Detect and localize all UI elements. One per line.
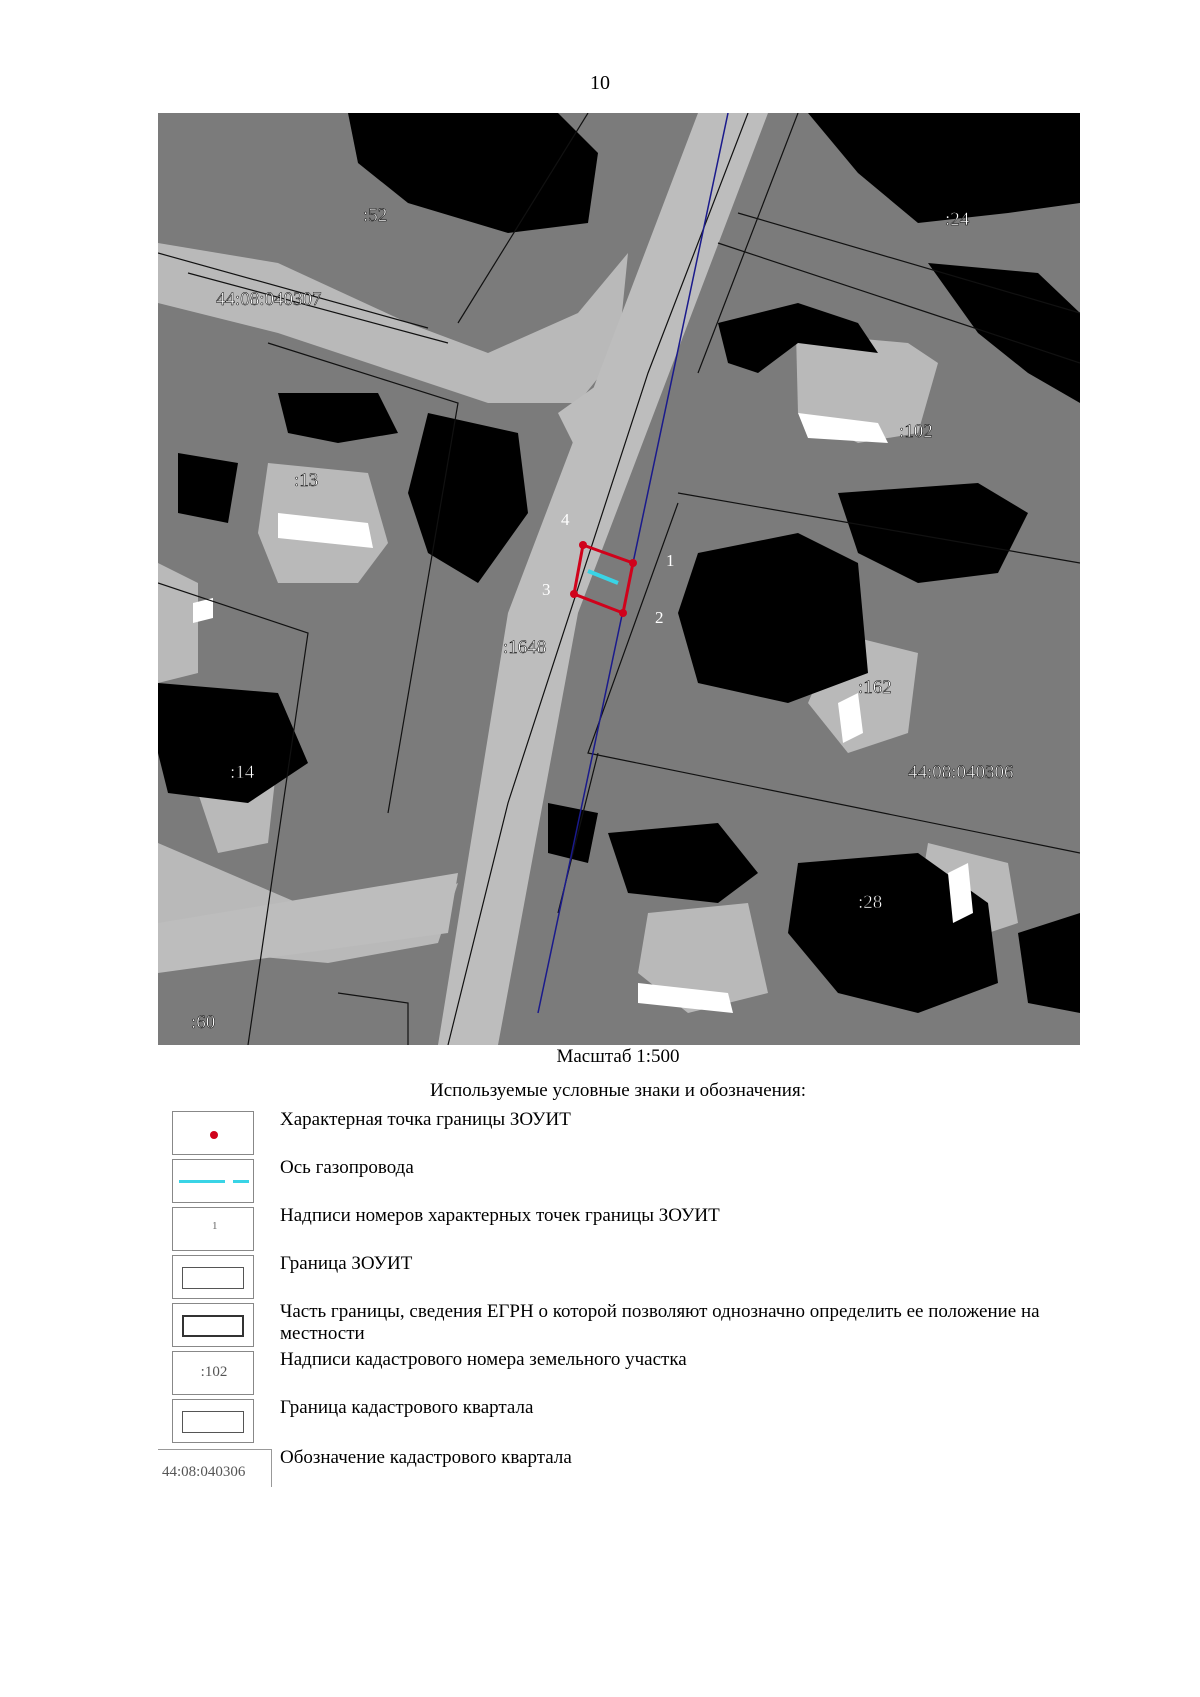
point-label-1: 1 <box>666 551 675 570</box>
boundary-point-2 <box>619 609 627 617</box>
quarter-label-bottom: 44:08:040306 <box>908 762 1014 783</box>
map-canvas <box>158 113 1080 1045</box>
parcel-label-1648: :1648 <box>503 637 547 658</box>
parcel-label-13: :13 <box>294 470 319 491</box>
point-label-4: 4 <box>561 510 570 529</box>
legend-text-zouit-boundary: Граница ЗОУИТ <box>280 1253 413 1274</box>
legend-text-point: Характерная точка границы ЗОУИТ <box>280 1109 571 1130</box>
boundary-point-1 <box>629 559 637 567</box>
legend-sample-egrn-boundary <box>172 1303 254 1347</box>
legend-text-egrn-boundary: Часть границы, сведения ЕГРН о которой позволяют однозначно определить ее положение на местности <box>280 1301 1040 1344</box>
rectangle-icon <box>182 1267 244 1289</box>
point-label-3: 3 <box>542 580 551 599</box>
legend-sample-zouit-boundary <box>172 1255 254 1299</box>
parcel-label-60: :60 <box>191 1012 216 1033</box>
page-number: 10 <box>590 72 610 94</box>
bold-rectangle-icon <box>182 1315 244 1337</box>
legend-sample-quarter-boundary <box>172 1399 254 1443</box>
legend-text-quarter-boundary: Граница кадастрового квартала <box>280 1397 534 1418</box>
legend-sample-point-number <box>172 1207 254 1251</box>
parcel-label-52: :52 <box>363 205 388 226</box>
legend-text-point-number: Надписи номеров характерных точек границы ЗОУИТ <box>280 1205 720 1226</box>
legend-sample-point <box>172 1111 254 1155</box>
parcel-label-24: :24 <box>945 209 970 230</box>
rectangle-icon <box>182 1411 244 1433</box>
cadastral-map <box>158 113 1080 1045</box>
parcel-number-sample: :102 <box>200 1364 228 1380</box>
quarter-label-top: 44:08:040307 <box>216 289 322 310</box>
parcel-label-14: :14 <box>230 762 255 783</box>
point-number-sample: 1 <box>212 1220 218 1232</box>
point-label-2: 2 <box>655 608 664 627</box>
boundary-point-3 <box>570 590 578 598</box>
boundary-point-4 <box>579 541 587 549</box>
legend-sample-quarter-label <box>158 1449 272 1487</box>
dash-line-segment-icon <box>233 1180 249 1183</box>
legend-text-parcel-number: Надписи кадастрового номера земельного участка <box>280 1349 687 1370</box>
legend-sample-parcel-number <box>172 1351 254 1395</box>
legend-text-quarter-label: Обозначение кадастрового квартала <box>280 1447 572 1468</box>
parcel-label-102: :102 <box>899 421 933 442</box>
legend-text-pipeline: Ось газопровода <box>280 1157 414 1178</box>
parcel-label-162: :162 <box>858 677 892 698</box>
dash-line-icon <box>179 1180 225 1183</box>
red-dot-icon <box>210 1131 218 1139</box>
scale-caption: Масштаб 1:500 <box>556 1046 680 1067</box>
legend-sample-pipeline <box>172 1159 254 1203</box>
legend-title: Используемые условные знаки и обозначения: <box>429 1080 806 1101</box>
parcel-label-28: :28 <box>858 892 883 913</box>
quarter-label-sample: 44:08:040306 <box>162 1464 246 1480</box>
